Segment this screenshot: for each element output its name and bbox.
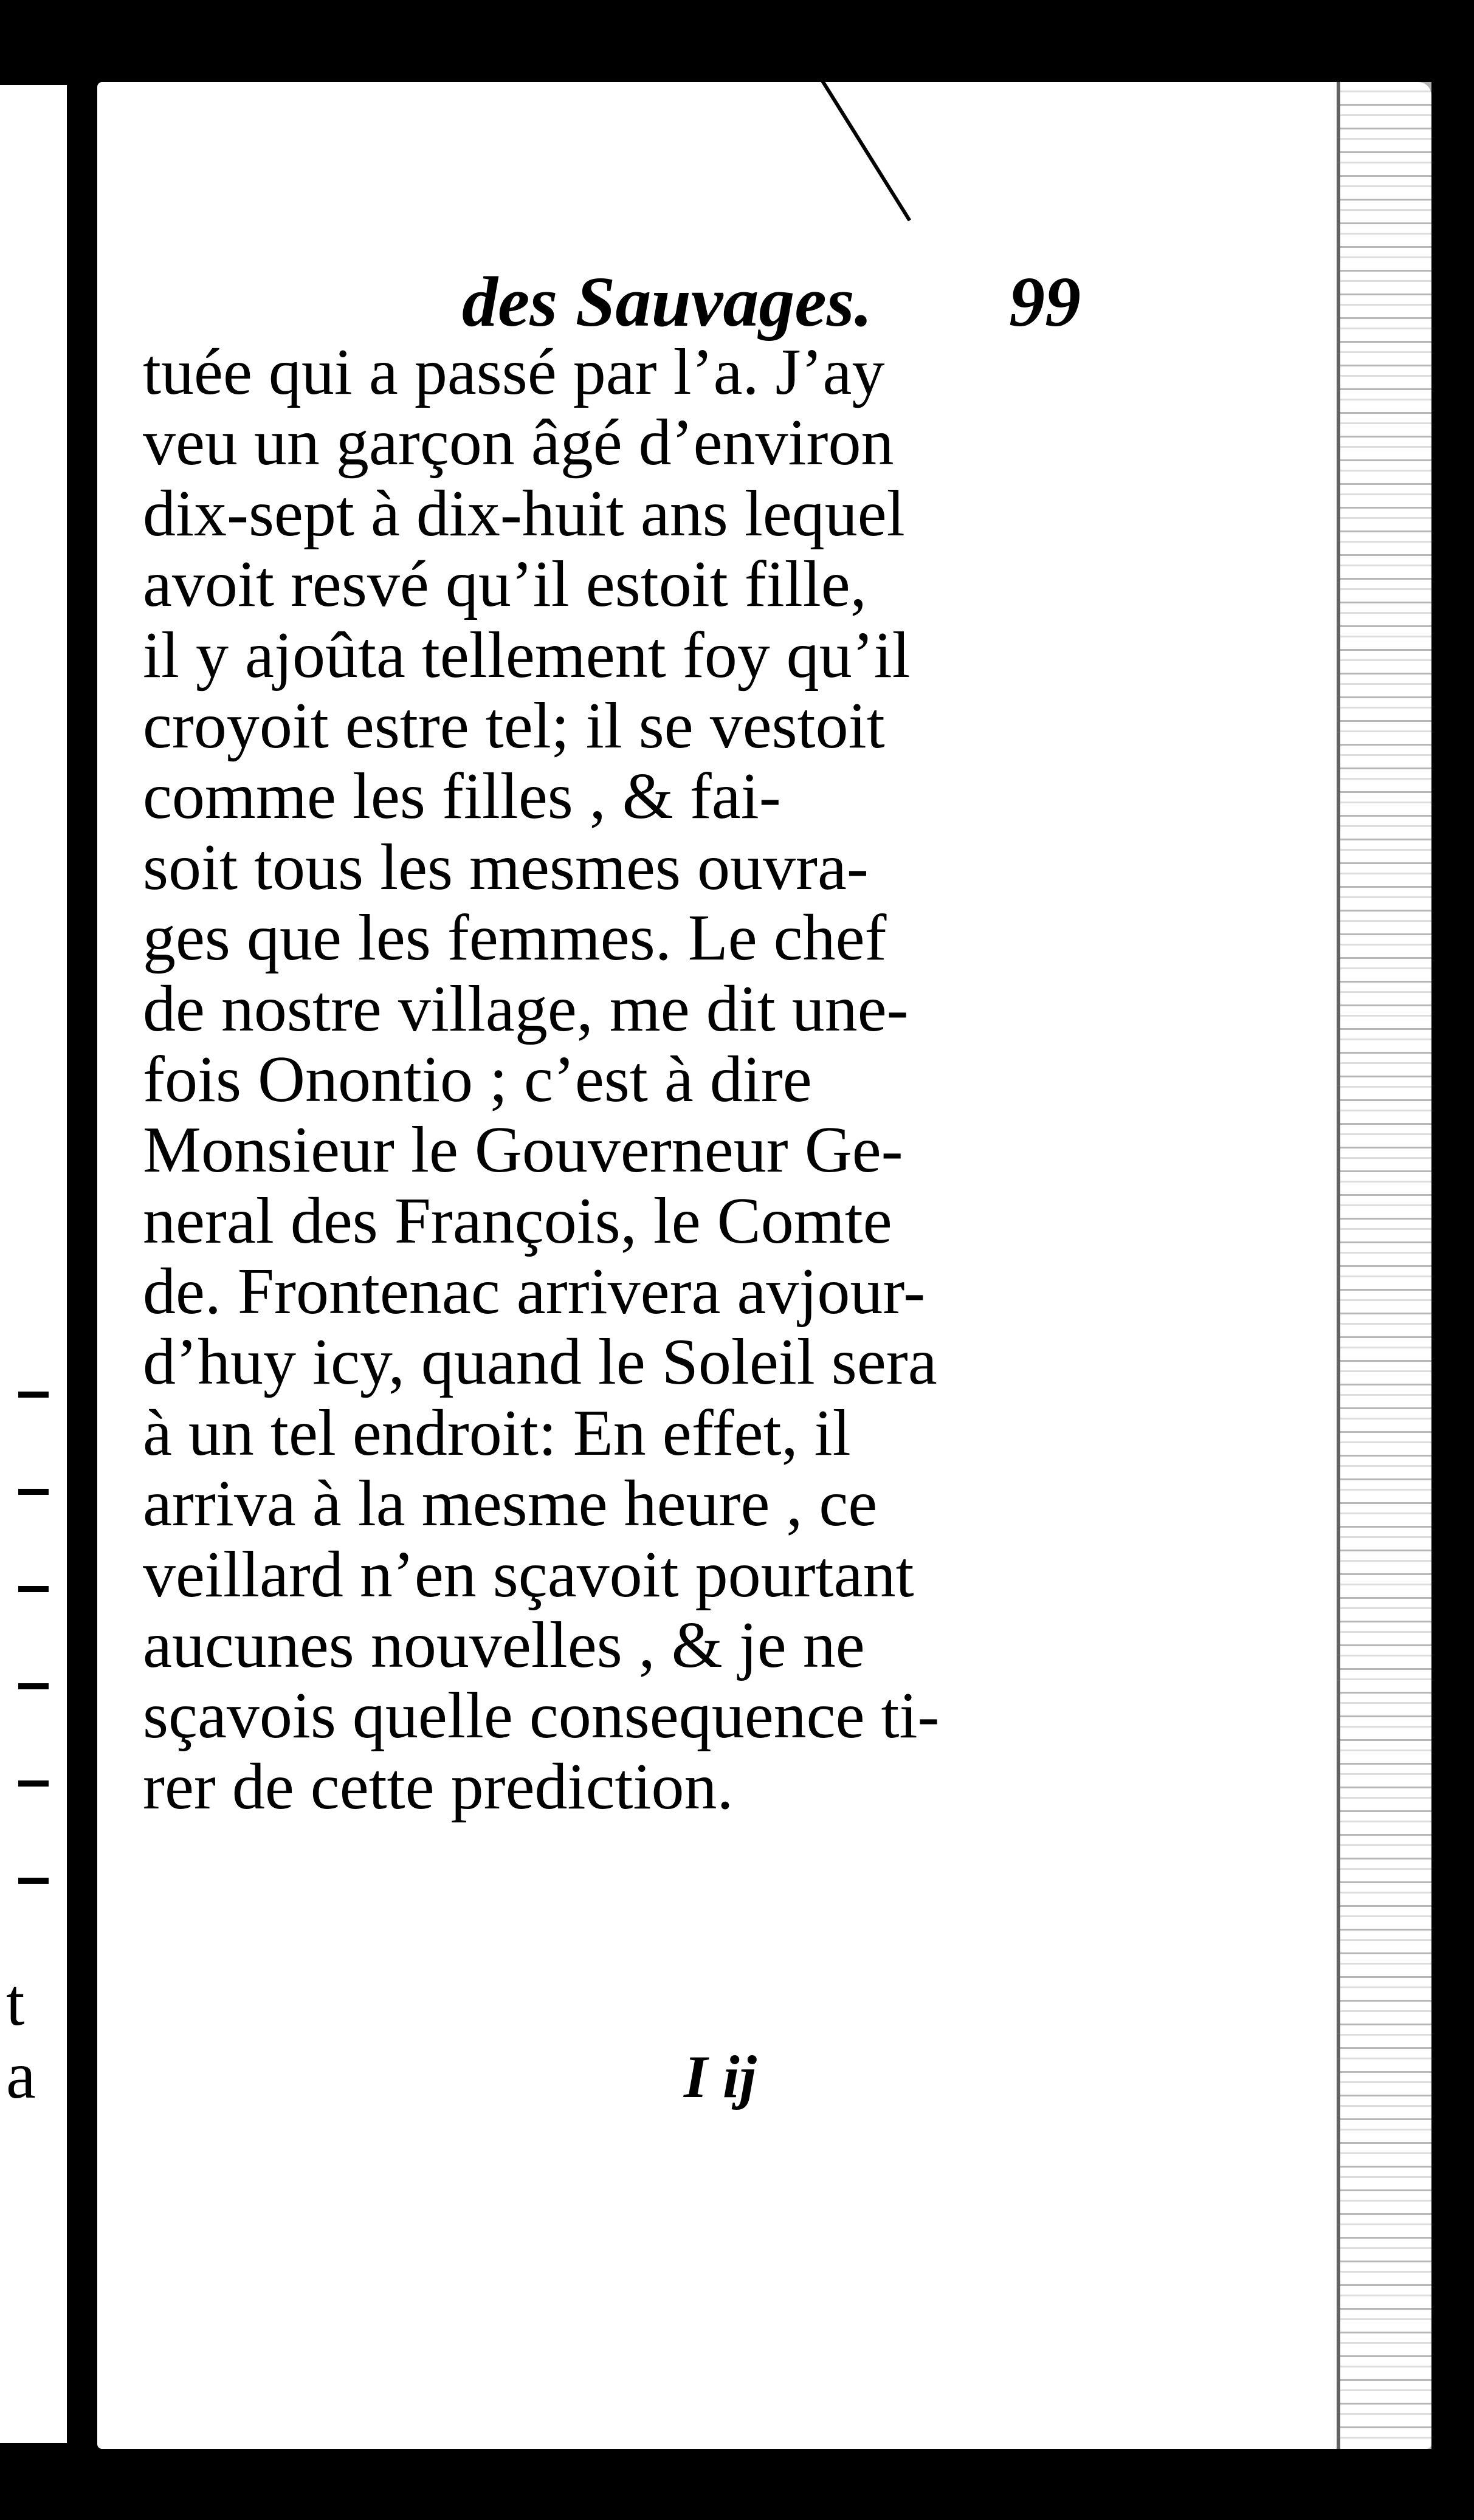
text-line: avoit resvé qu’il estoit fille, (143, 548, 867, 621)
text-line: ges que les femmes. Le chef (143, 902, 887, 975)
text-line: neral des François, le Comte (143, 1184, 892, 1257)
signature-mark: I ij (684, 2043, 757, 2110)
text-line: comme les filles , & fai- (143, 760, 781, 833)
edge-mark (18, 1489, 49, 1495)
edge-mark (18, 1586, 49, 1592)
page-number: 99 (1009, 262, 1081, 342)
edge-mark (18, 1683, 49, 1689)
text-line: Monsieur le Gouverneur Ge- (143, 1114, 903, 1187)
book-page (97, 82, 1431, 2449)
text-line: dix-sept à dix-huit ans lequel (143, 477, 905, 550)
text-line: veillard n’en sçavoit pourtant (143, 1538, 914, 1611)
page-binding-edge (1337, 82, 1431, 2449)
text-line: veu un garçon âgé d’environ (143, 407, 894, 479)
edge-mark (18, 1392, 49, 1398)
text-line: de. Frontenac arrivera avjour- (143, 1255, 926, 1328)
text-line: croyoit estre tel; il se vestoit (143, 689, 885, 762)
text-line: aucunes nouvelles , & je ne (143, 1609, 865, 1682)
edge-fragment: t (6, 1965, 25, 2039)
text-line: à un tel endroit: En effet, il (143, 1396, 851, 1469)
edge-fragment: a (6, 2038, 36, 2112)
book-gutter (67, 73, 91, 2443)
text-line: tuée qui a passé par l’a. J’ay (143, 336, 885, 408)
edge-mark (18, 1878, 49, 1884)
running-head-title: des Sauvages. (462, 262, 873, 342)
edge-mark (18, 1780, 49, 1787)
text-line: arriva à la mesme heure , ce (143, 1468, 878, 1540)
text-line: il y ajoûta tellement foy qu’il (143, 619, 911, 692)
text-line: fois Onontio ; c’est à dire (143, 1043, 812, 1116)
text-line: de nostre village, me dit une- (143, 972, 909, 1045)
text-line: d’huy icy, quand le Soleil sera (143, 1326, 937, 1399)
text-line: soit tous les mesmes ouvra- (143, 831, 869, 904)
body-text (143, 337, 1128, 1822)
text-line: rer de cette prediction. (143, 1750, 734, 1823)
text-line: sçavois quelle consequence ti- (143, 1680, 940, 1753)
